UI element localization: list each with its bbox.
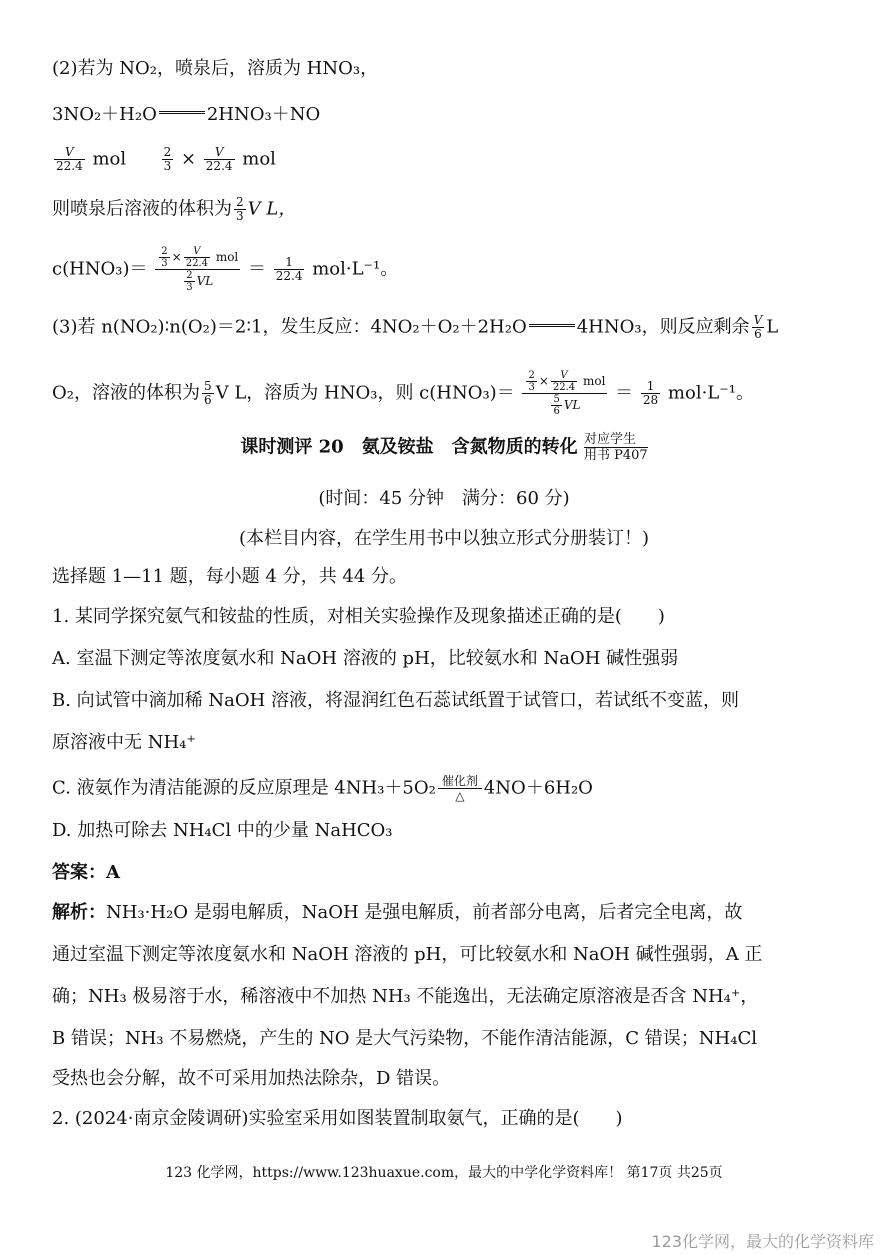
frac-num: 2 [236,195,244,209]
q1-explanation-4: B 错误；NH₃ 不易燃烧，产生的 NO 是大气污染物，不能作清洁能源，C 错误；NH₄Cl [52,1028,757,1049]
den-volume: VL [196,274,214,288]
frac-den: 22.4 [56,159,83,173]
frac-den: 6 [754,327,762,341]
sol3-text: O₂，溶液的体积为 [52,382,200,404]
frac-den: 3 [163,159,172,173]
fraction [184,246,210,269]
compound-fraction [522,370,607,417]
fraction [752,314,765,341]
frac-num: 1 [274,256,305,270]
fraction [184,270,194,293]
option-c-text: C. 液氨作为清洁能源的反应原理是 4NH₃＋5O₂ [52,777,436,799]
catalyst-label: 催化剂 [438,774,482,789]
fraction [234,196,246,223]
section-instructions: 选择题 1—11 题，每小题 4 分，共 44 分。 [52,566,408,587]
tag-top: 对应学生 [584,432,648,448]
explanation-text: NH₃·H₂O 是弱电解质，NaOH 是强电解质，前者部分电离，后者完全电离，故 [106,902,743,923]
times-sign: × [538,374,549,388]
q1-explanation-3: 确；NH₃ 极易溶于水，稀溶液中不加热 NH₃ 不能逸出，无法确定原溶液是否含 NH₄⁺， [52,986,759,1007]
fraction [526,370,536,393]
q2-stem: 2. (2024·南京金陵调研)实验室采用如图装置制取氨气，正确的是( ) [52,1108,623,1129]
answer-label: 答案： [52,862,106,883]
page-footer: 123 化学网，https://www.123huaxue.com，最大的中学化学资料库！ 第17页 共25页 [165,1165,723,1181]
section-title [0,432,888,463]
frac-den: 22.4 [205,159,233,173]
equals-arrow-icon [159,111,205,114]
q1-stem: 1. 某同学探究氨气和铵盐的性质，对相关实验操作及现象描述正确的是( ) [52,606,665,627]
frac-den: 28 [642,393,659,407]
frac-den: 3 [161,258,168,269]
sol2-concentration [52,246,398,293]
q1-option-b-line2: 原溶液中无 NH₄⁺ [52,732,196,753]
sol3-text: (3)若 n(NO₂)∶n(O₂)＝2∶1，发生反应：4NO₂＋O₂＋2H₂O [52,316,527,338]
equals-sign: ＝ [248,258,266,280]
volume-text: 则喷泉后溶液的体积为 [52,198,232,220]
q1-explanation-5: 受热也会分解，故不可采用加热法除杂，D 错误。 [52,1068,451,1089]
times-sign: × [180,148,197,170]
den-volume: VL [563,398,581,412]
frac-num: 2 [528,370,535,381]
unit-mol: mol [215,250,239,264]
times-sign: × [171,250,182,264]
explanation-label: 解析： [52,902,106,923]
q1-explanation-2: 通过室温下测定等浓度氨水和 NaOH 溶液的 pH，可比较氨水和 NaOH 碱性强弱，A 正 [52,944,763,965]
q1-option-c [52,774,593,803]
frac-num: 1 [641,380,660,394]
frac-den: 6 [203,393,212,407]
sol2-volume [52,196,296,223]
unit-mol: mol [92,148,127,170]
sol2-mole-amounts [52,146,276,173]
frac-num: 5 [553,394,560,405]
conc-label: c(HNO₃)＝ [52,258,148,280]
equals-sign: ＝ [615,382,634,404]
frac-den: 3 [186,282,193,293]
sol3-text: 4HNO₃，则反应剩余 [576,316,750,338]
volume-unit: V L， [247,198,297,220]
heat-symbol: △ [455,789,465,803]
frac-den: 3 [528,382,535,393]
page-reference-tag [584,432,648,463]
frac-num: 2 [161,246,168,257]
unit-L: L [766,316,779,338]
frac-den: 6 [553,406,560,417]
option-c-products: 4NO＋6H₂O [483,777,593,799]
frac-den: 3 [236,209,244,223]
fraction [551,394,561,417]
sol2-eq-right: 2HNO₃＋NO [206,104,321,125]
frac-num: V [560,370,568,381]
q1-option-b-line1: B. 向试管中滴加稀 NaOH 溶液，将湿润红色石蕊试纸置于试管口，若试纸不变蓝，则 [52,690,740,711]
reaction-condition [438,774,482,803]
frac-num: V [193,246,201,257]
sol2-eq-left: 3NO₂＋H₂O [52,104,157,125]
frac-num: V [65,145,74,159]
section-time: (时间：45 分钟 满分：60 分) [318,488,570,509]
unit-mol: mol [582,374,606,388]
frac-num: V [214,145,224,159]
frac-den: 22.4 [275,269,303,283]
fraction [162,146,174,173]
q1-answer [52,860,120,886]
compound-fraction [155,246,240,293]
sol2-equation [52,102,320,128]
q1-option-d: D. 加热可除去 NH₄Cl 中的少量 NaHCO₃ [52,820,393,841]
conc-unit: mol·L⁻¹。 [667,382,754,404]
tag-bottom: 用书 P407 [583,448,648,463]
fraction [54,146,85,173]
q1-option-a: A. 室温下测定等浓度氨水和 NaOH 溶液的 pH，比较氨水和 NaOH 碱性强弱 [52,648,679,669]
equals-arrow-icon [529,324,575,327]
sol3-line1 [52,314,778,341]
frac-num: 2 [186,270,193,281]
watermark: 123化学网，最大的化学资料库 [651,1232,874,1251]
section-note: (本栏目内容，在学生用书中以独立形式分册装订！) [238,528,650,549]
fraction [202,380,214,407]
frac-den: 22.4 [552,382,576,393]
frac-den: 22.4 [185,258,208,269]
q1-explanation-1 [52,900,742,926]
fraction [204,146,235,173]
section-title-text: 课时测评 20 氨及铵盐 含氮物质的转化 [240,436,578,458]
frac-num: 5 [203,379,212,393]
sol3-line2 [52,370,754,417]
conc-unit: mol·L⁻¹。 [312,258,399,280]
frac-num: V [753,313,763,327]
fraction [159,246,169,269]
frac-num: 2 [163,145,172,159]
sol2-intro: (2)若为 NO₂，喷泉后，溶质为 HNO₃， [52,58,379,79]
fraction [641,380,660,407]
answer-value: A [106,862,120,883]
sol3-text: V L，溶质为 HNO₃，则 c(HNO₃)＝ [215,382,515,404]
unit-mol: mol [242,148,276,170]
fraction [551,370,577,393]
fraction [274,256,305,283]
